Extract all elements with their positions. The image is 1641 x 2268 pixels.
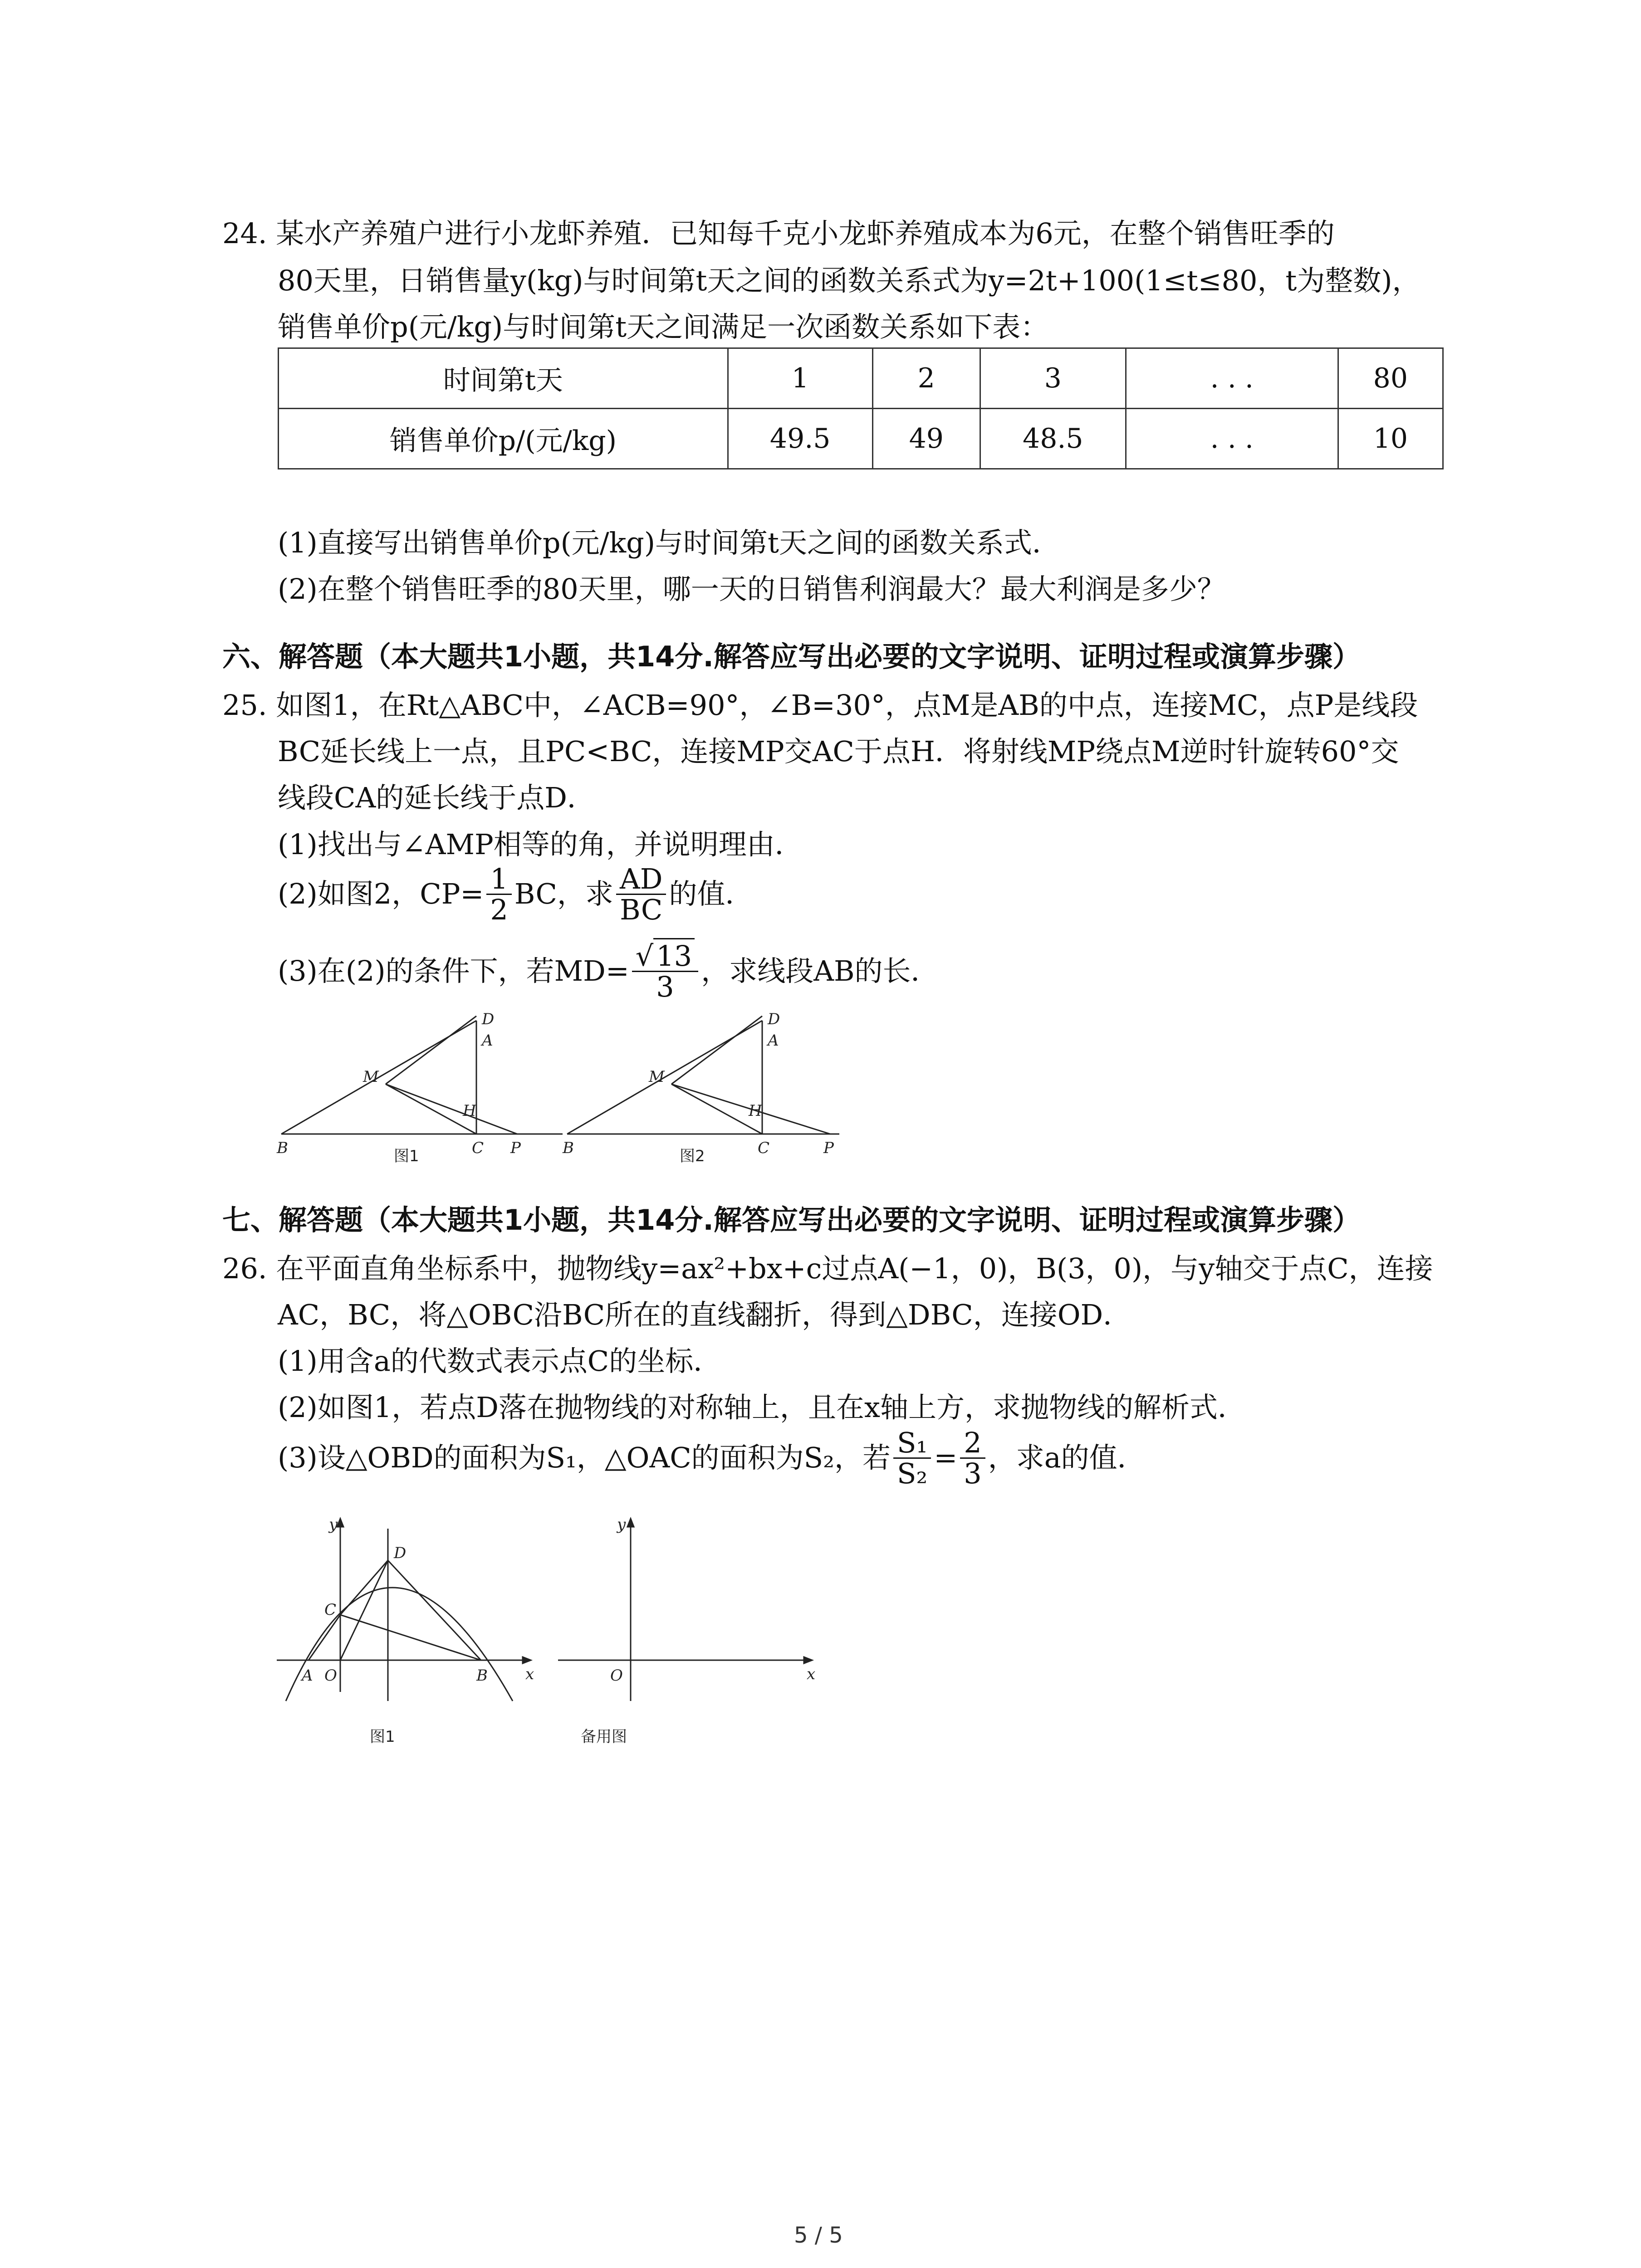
- table-row: [279, 409, 1443, 469]
- q25-line3: 线段CA的延长线于点D．: [278, 781, 595, 814]
- fraction-ad-over-bc: [616, 862, 666, 927]
- table-cell: 销售单价p/(元/kg): [279, 409, 728, 469]
- table-cell: 80: [1338, 348, 1443, 409]
- figure-caption: 备用图: [581, 1728, 627, 1746]
- q26-part3-text-a: (3)设△OBD的面积为S₁，△OAC的面积为S₂，若: [278, 1441, 891, 1475]
- fraction-s1-over-s2: [893, 1426, 931, 1491]
- label-y: y: [329, 1515, 338, 1534]
- q25-part2-text-b: BC，求: [514, 877, 613, 911]
- label-a: A: [302, 1667, 313, 1685]
- label-p: P: [823, 1139, 834, 1157]
- table-cell: 2: [872, 348, 980, 409]
- figure-caption: 图1: [370, 1728, 395, 1746]
- q24-line1: 24. 某水产养殖户进行小龙虾养殖．已知每千克小龙虾养殖成本为6元，在整个销售旺季的: [222, 217, 1335, 250]
- label-b: B: [277, 1139, 288, 1157]
- x-axis-arrow-icon: [523, 1657, 531, 1663]
- label-m: M: [649, 1068, 665, 1086]
- label-h: H: [749, 1102, 762, 1120]
- q25-part3: [278, 941, 939, 1002]
- label-d: D: [394, 1544, 407, 1562]
- label-m: M: [363, 1068, 379, 1086]
- q25-part3-text-b: ，求线段AB的长．: [701, 954, 939, 988]
- label-a: A: [768, 1031, 779, 1050]
- q26-part3: [278, 1426, 1146, 1491]
- table-cell: 1: [728, 348, 872, 409]
- label-o: O: [324, 1667, 337, 1685]
- fraction-denominator: 2: [490, 893, 508, 927]
- line-od: [340, 1560, 388, 1660]
- table-cell: 48.5: [980, 409, 1126, 469]
- table-cell: 10: [1338, 409, 1443, 469]
- table-cell: 3: [980, 348, 1126, 409]
- label-b: B: [563, 1139, 574, 1157]
- label-y: y: [617, 1515, 626, 1534]
- label-p: P: [510, 1139, 521, 1157]
- q24-table: [278, 347, 1444, 469]
- fraction-denominator: 3: [964, 1457, 982, 1491]
- label-x: x: [807, 1665, 816, 1683]
- q26-backup-figure: [554, 1510, 826, 1746]
- y-axis-arrow-icon: [627, 1519, 634, 1527]
- figure-caption: 图1: [394, 1147, 419, 1165]
- table-row: [279, 348, 1443, 409]
- q26-figure-1: [272, 1510, 544, 1746]
- line-mp: [386, 1084, 517, 1134]
- line-ac: [309, 1615, 340, 1660]
- q26-line1: 26. 在平面直角坐标系中，抛物线y=ax²+bx+c过点A(−1，0)，B(3，0)，与y轴交于点C，连接: [222, 1252, 1433, 1285]
- x-axis-arrow-icon: [804, 1657, 812, 1663]
- fraction-numerator: √13: [632, 941, 698, 972]
- label-c: C: [758, 1139, 770, 1157]
- label-c: C: [472, 1139, 484, 1157]
- q25-part2: [278, 862, 754, 927]
- q24-line2: 80天里，日销售量y(kg)与时间第t天之间的函数关系式为y=2t+100(1≤t≤80，t为整数)，: [278, 264, 1421, 297]
- radicand: 13: [653, 938, 695, 973]
- label-d: D: [768, 1012, 780, 1028]
- q25-line2: BC延长线上一点，且PC<BC，连接MP交AC于点H．将射线MP绕点M逆时针旋转60°交: [278, 735, 1399, 768]
- fraction-numerator: 1: [486, 864, 511, 895]
- label-x: x: [525, 1665, 534, 1683]
- label-b: B: [476, 1667, 488, 1685]
- section-6-heading: 六、解答题（本大题共1小题，共14分.解答应写出必要的文字说明、证明过程或演算步骤）: [222, 640, 1361, 673]
- table-cell: . . .: [1126, 409, 1338, 469]
- line-md: [671, 1016, 762, 1084]
- y-axis-arrow-icon: [337, 1519, 343, 1527]
- page-number: 5 / 5: [794, 2223, 843, 2248]
- q25-figure-1: [272, 1012, 563, 1175]
- fraction-sqrt13-over-3: [632, 941, 698, 1002]
- q25-part1: (1)找出与∠AMP相等的角，并说明理由．: [278, 828, 803, 861]
- section-7-heading: 七、解答题（本大题共1小题，共14分.解答应写出必要的文字说明、证明过程或演算步骤）: [222, 1203, 1361, 1237]
- q25-part3-text-a: (3)在(2)的条件下，若MD=: [278, 954, 629, 988]
- label-o: O: [610, 1667, 623, 1685]
- fraction-numerator: AD: [616, 864, 666, 895]
- line-md: [386, 1016, 476, 1084]
- q24-line3: 销售单价p(元/kg)与时间第t天之间满足一次函数关系如下表：: [278, 310, 1049, 343]
- q25-figure-2: [558, 1012, 848, 1175]
- label-c: C: [324, 1601, 337, 1619]
- figure-caption: 图2: [680, 1147, 705, 1165]
- fraction-one-half: [486, 862, 511, 927]
- label-d: D: [482, 1012, 495, 1028]
- table-cell: . . .: [1126, 348, 1338, 409]
- line-cd: [340, 1560, 388, 1615]
- q25-part2-text-c: 的值．: [669, 877, 754, 911]
- fraction-denominator: 3: [656, 970, 674, 1004]
- q26-part1: (1)用含a的代数式表示点C的坐标．: [278, 1344, 722, 1378]
- q26-part3-text-b: ，求a的值．: [988, 1441, 1146, 1475]
- fraction-denominator: BC: [620, 893, 663, 927]
- label-a: A: [482, 1031, 493, 1050]
- q25-line1: 25. 如图1，在Rt△ABC中，∠ACB=90°，∠B=30°，点M是AB的中点，连接MC，点P是线段: [222, 689, 1418, 722]
- q25-part2-text-a: (2)如图2，CP=: [278, 877, 484, 911]
- q24-part2: (2)在整个销售旺季的80天里，哪一天的日销售利润最大？最大利润是多少？: [278, 572, 1225, 606]
- fraction-two-thirds: [960, 1426, 985, 1491]
- q24-part1: (1)直接写出销售单价p(元/kg)与时间第t天之间的函数关系式．: [278, 526, 1060, 559]
- equals-sign: =: [934, 1441, 958, 1475]
- label-h: H: [463, 1102, 476, 1120]
- fraction-numerator: S₁: [893, 1428, 931, 1459]
- fraction-denominator: S₂: [896, 1457, 928, 1491]
- table-cell: 49: [872, 409, 980, 469]
- table-cell: 49.5: [728, 409, 872, 469]
- q26-line2: AC，BC，将△OBC沿BC所在的直线翻折，得到△DBC，连接OD．: [278, 1298, 1132, 1331]
- q26-part2: (2)如图1，若点D落在抛物线的对称轴上，且在x轴上方，求抛物线的解析式．: [278, 1391, 1246, 1424]
- table-cell: 时间第t天: [279, 348, 728, 409]
- fraction-numerator: 2: [960, 1428, 985, 1459]
